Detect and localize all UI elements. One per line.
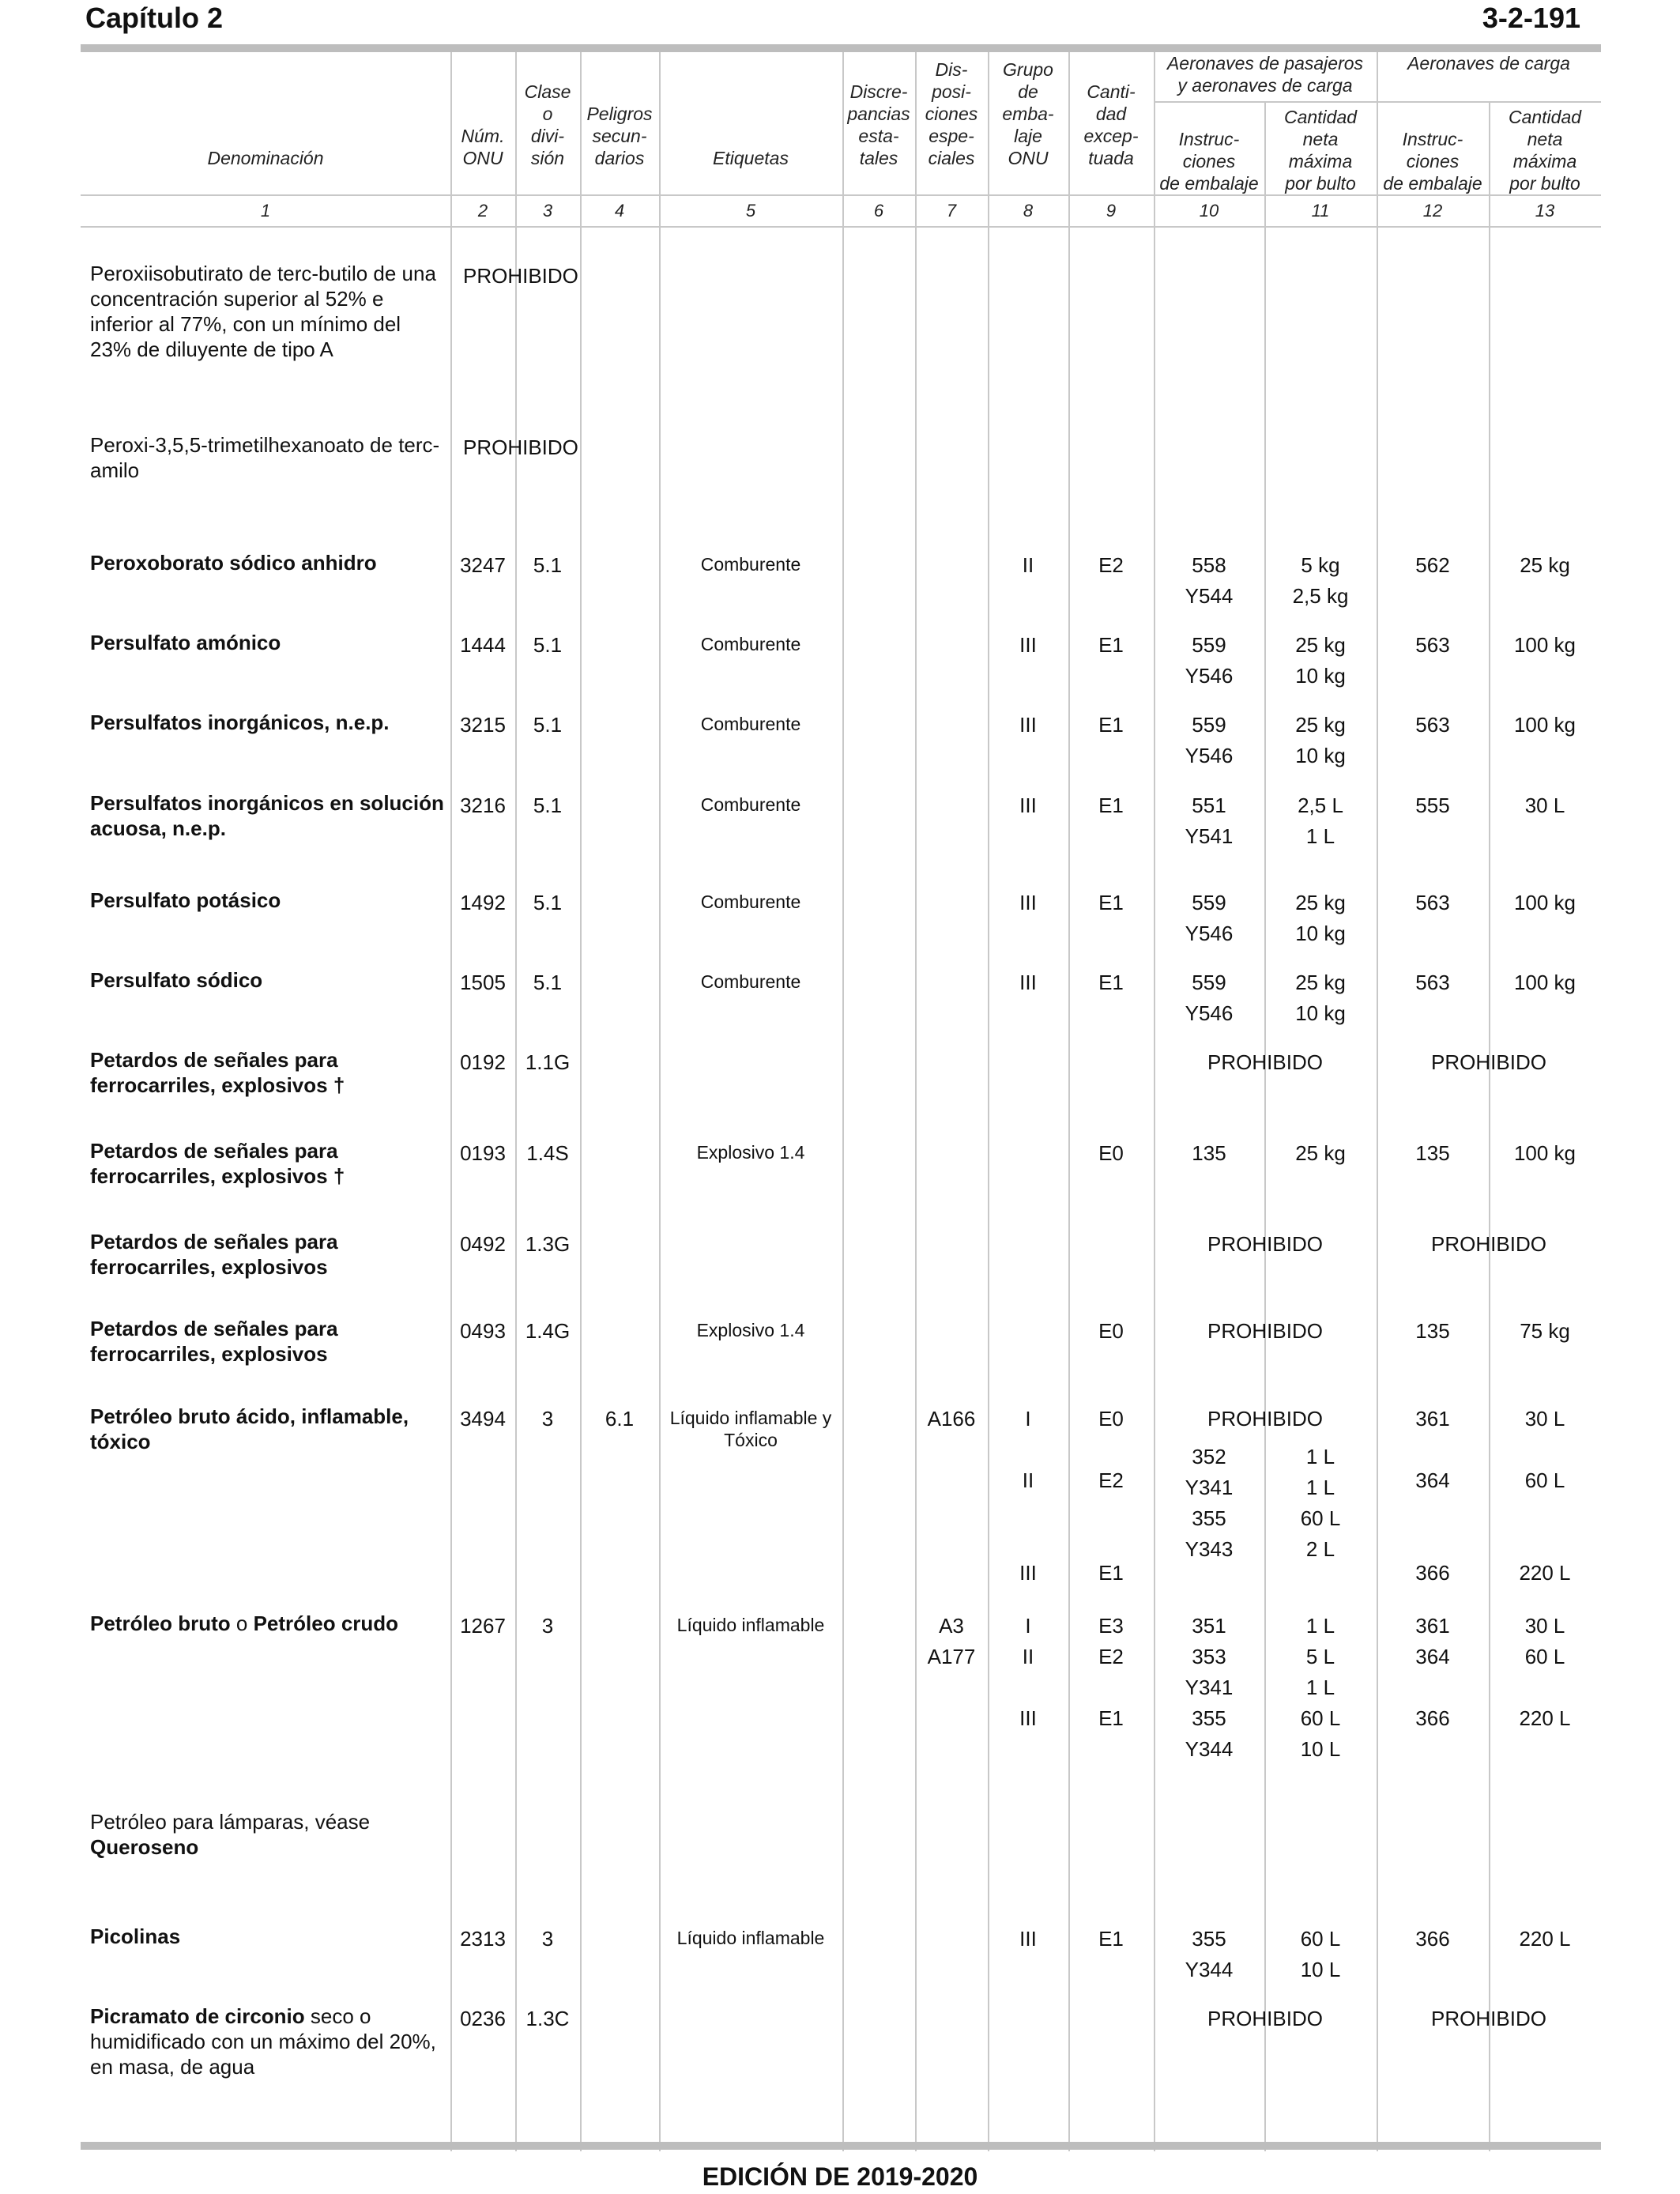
pax-packing-instruction: 559 Y546 xyxy=(1185,633,1234,688)
packing-group: III xyxy=(1019,633,1037,657)
class-division: 5.1 xyxy=(533,794,563,817)
col-header-onu: Núm. ONU xyxy=(461,126,505,168)
un-number: 0192 xyxy=(460,1050,506,1074)
cargo-packing-instruction: 361 364 366 xyxy=(1415,1614,1450,1730)
class-division: 1.1G xyxy=(525,1050,571,1074)
col-header-etiquetas: Etiquetas xyxy=(713,148,789,168)
cargo-packing-instruction: 555 xyxy=(1415,794,1450,817)
cargo-max-net-quantity: 30 L 60 L 220 L xyxy=(1519,1614,1571,1730)
pax-max-net-quantity: 25 kg 10 kg xyxy=(1295,633,1346,688)
col-number: 2 xyxy=(477,201,488,221)
col-group-carga: Aeronaves de carga xyxy=(1407,53,1570,74)
pax-max-net-quantity: 5 kg 2,5 kg xyxy=(1292,553,1349,608)
entry-name: Peroxiisobutirato de terc-butilo de una concentración superior al 52% e inferior al 77%, con un mínimo del 23% de diluyente de tipo A xyxy=(90,262,436,361)
label-text: Comburente xyxy=(700,892,801,912)
special-provision: A166 xyxy=(927,1407,976,1431)
top-rule xyxy=(81,44,1601,52)
un-number: 2313 xyxy=(460,1927,506,1951)
col-header-instrucciones-c: Instruc- ciones de embalaje xyxy=(1383,129,1482,194)
col-header-disposiciones: Dis- posi- ciones espe- ciales xyxy=(925,59,978,168)
entry-name: Persulfato potásico xyxy=(90,888,281,912)
label-text: Comburente xyxy=(700,634,801,654)
cargo-max-net-quantity: 100 kg xyxy=(1513,971,1576,994)
prohibido-label: PROHIBIDO xyxy=(463,435,578,459)
un-number: 3247 xyxy=(460,553,506,577)
col-number: 7 xyxy=(946,201,957,221)
excepted-quantity: E3 E2 E1 xyxy=(1098,1614,1124,1730)
excepted-quantity: E1 xyxy=(1098,794,1124,817)
label-text: Explosivo 1.4 xyxy=(696,1320,805,1340)
excepted-quantity: E0 xyxy=(1098,1141,1124,1165)
pax-prohibited: PROHIBIDO xyxy=(1207,2007,1323,2030)
label-text: Líquido inflamable y Tóxico xyxy=(669,1408,832,1450)
cargo-prohibited: PROHIBIDO xyxy=(1431,2007,1546,2030)
pax-packing-instruction: 135 xyxy=(1192,1141,1226,1165)
col-header-cantidad-neta-p: Cantidad neta máxima por bulto xyxy=(1283,107,1358,194)
column-divider xyxy=(1068,52,1070,2151)
packing-group: III xyxy=(1019,1927,1037,1951)
entry-name: Persulfato sódico xyxy=(90,968,263,992)
col-number: 13 xyxy=(1535,201,1555,221)
class-division: 3 xyxy=(541,1614,554,1638)
cargo-max-net-quantity: 75 kg xyxy=(1520,1319,1570,1343)
packing-group: I II III xyxy=(1019,1407,1037,1585)
column-divider xyxy=(988,52,989,2151)
un-number: 0193 xyxy=(460,1141,506,1165)
label-text: Comburente xyxy=(700,714,801,734)
entry-name: Peroxoborato sódico anhidro xyxy=(90,551,377,575)
un-number: 1492 xyxy=(460,891,506,914)
entry-name: Petróleo bruto ácido, inflamable, tóxico xyxy=(90,1404,409,1453)
col-number: 6 xyxy=(873,201,884,221)
cargo-max-net-quantity: 30 L 60 L 220 L xyxy=(1519,1407,1571,1585)
excepted-quantity: E0 xyxy=(1098,1319,1124,1343)
label-text: Comburente xyxy=(700,554,801,575)
cargo-max-net-quantity: 100 kg xyxy=(1513,713,1576,737)
cargo-packing-instruction: 563 xyxy=(1415,713,1450,737)
class-division: 5.1 xyxy=(533,553,563,577)
cargo-packing-instruction: 563 xyxy=(1415,891,1450,914)
un-number: 1444 xyxy=(460,633,506,657)
packing-group: III xyxy=(1019,713,1037,737)
pax-packing-instruction: 559 Y546 xyxy=(1185,971,1234,1025)
col-number: 4 xyxy=(614,201,625,221)
cargo-max-net-quantity: 100 kg xyxy=(1513,1141,1576,1165)
pax-packing-instruction: 559 Y546 xyxy=(1185,713,1234,767)
class-division: 1.4G xyxy=(525,1319,571,1343)
cargo-max-net-quantity: 220 L xyxy=(1519,1927,1571,1951)
col-number: 10 xyxy=(1199,201,1219,221)
entry-name: Petróleo bruto o Petróleo crudo xyxy=(90,1612,399,1635)
cargo-packing-instruction: 563 xyxy=(1415,971,1450,994)
un-number: 0492 xyxy=(460,1232,506,1256)
label-text: Líquido inflamable xyxy=(676,1615,825,1635)
bottom-rule xyxy=(81,2142,1601,2150)
class-division: 1.3C xyxy=(525,2007,570,2030)
entry-name: Petardos de señales para ferrocarriles, explosivos xyxy=(90,1230,338,1279)
entry-name: Persulfatos inorgánicos, n.e.p. xyxy=(90,711,390,734)
cargo-max-net-quantity: 100 kg xyxy=(1513,633,1576,657)
un-number: 3216 xyxy=(460,794,506,817)
group-header-rule xyxy=(1154,101,1601,103)
pax-packing-instruction: 351 353 Y341 355 Y344 xyxy=(1185,1614,1234,1761)
pax-max-net-quantity: 25 kg 10 kg xyxy=(1295,891,1346,945)
col-number: 5 xyxy=(745,201,756,221)
entry-name: Persulfato amónico xyxy=(90,631,281,654)
un-number: 1267 xyxy=(460,1614,506,1638)
col-number: 9 xyxy=(1106,201,1117,221)
pax-packing-instruction: 558 Y544 xyxy=(1185,553,1234,608)
packing-group: III xyxy=(1019,794,1037,817)
label-text: Explosivo 1.4 xyxy=(696,1142,805,1163)
excepted-quantity: E1 xyxy=(1098,891,1124,914)
excepted-quantity: E0 E2 E1 xyxy=(1098,1407,1124,1585)
chapter-title: Capítulo 2 xyxy=(85,2,224,34)
pax-prohibited: PROHIBIDO xyxy=(1207,1232,1323,1256)
packing-group: I II III xyxy=(1019,1614,1037,1730)
class-division: 1.4S xyxy=(526,1141,569,1165)
pax-packing-instruction: 352 Y341 355 Y343 xyxy=(1185,1445,1234,1561)
col-number: 11 xyxy=(1311,201,1330,221)
class-division: 3 xyxy=(541,1407,554,1431)
pax-prohibited: PROHIBIDO xyxy=(1207,1319,1323,1343)
col-number: 1 xyxy=(260,201,271,221)
column-divider xyxy=(580,52,582,2151)
column-divider xyxy=(842,52,844,2151)
excepted-quantity: E2 xyxy=(1098,553,1124,577)
number-row-rule xyxy=(81,226,1601,228)
entry-name: Picolinas xyxy=(90,1924,181,1948)
column-divider xyxy=(1377,52,1378,2151)
un-number: 0236 xyxy=(460,2007,506,2030)
page-number: 3-2-191 xyxy=(1482,2,1580,34)
pax-prohibited: PROHIBIDO xyxy=(1207,1050,1323,1074)
column-divider xyxy=(1264,103,1266,2151)
class-division: 5.1 xyxy=(533,713,563,737)
label-text: Líquido inflamable xyxy=(676,1928,825,1948)
excepted-quantity: E1 xyxy=(1098,633,1124,657)
header-rule xyxy=(81,194,1601,196)
cargo-packing-instruction: 562 xyxy=(1415,553,1450,577)
entry-name: Peroxi-3,5,5-trimetilhexanoato de terc-amilo xyxy=(90,433,440,482)
label-text: Comburente xyxy=(700,794,801,815)
class-division: 5.1 xyxy=(533,971,563,994)
special-provision: A3 A177 xyxy=(927,1614,976,1668)
pax-packing-instruction: 559 Y546 xyxy=(1185,891,1234,945)
pax-packing-instruction: 355 Y344 xyxy=(1185,1927,1234,1981)
cargo-max-net-quantity: 30 L xyxy=(1524,794,1565,817)
cargo-prohibited: PROHIBIDO xyxy=(1431,1050,1546,1074)
entry-name: Petróleo para lámparas, véase Queroseno xyxy=(90,1810,371,1859)
cargo-max-net-quantity: 25 kg xyxy=(1520,553,1570,577)
column-divider xyxy=(659,52,661,2151)
col-number: 3 xyxy=(542,201,553,221)
col-group-pasajeros: Aeronaves de pasajeros y aeronaves de carga xyxy=(1166,53,1364,96)
class-division: 1.3G xyxy=(525,1232,571,1256)
column-divider xyxy=(1489,103,1490,2151)
class-division: 3 xyxy=(541,1927,554,1951)
pax-packing-instruction: 551 Y541 xyxy=(1185,794,1234,848)
column-divider xyxy=(515,52,517,2151)
label-text: Comburente xyxy=(700,971,801,992)
un-number: 3215 xyxy=(460,713,506,737)
col-number: 12 xyxy=(1422,201,1443,221)
cargo-prohibited: PROHIBIDO xyxy=(1431,1232,1546,1256)
un-number: 3494 xyxy=(460,1407,506,1431)
pax-max-net-quantity: 1 L 5 L 1 L 60 L 10 L xyxy=(1300,1614,1341,1761)
col-header-discrepancias: Discre- pancias esta- tales xyxy=(847,81,910,168)
pax-max-net-quantity: 60 L 10 L xyxy=(1300,1927,1341,1981)
col-header-grupo: Grupo de emba- laje ONU xyxy=(1002,59,1054,168)
entry-name: Picramato de circonio seco o humidificado con un máximo del 20%, en masa, de agua xyxy=(90,2004,436,2079)
pax-max-net-quantity: 1 L 1 L 60 L 2 L xyxy=(1300,1445,1341,1561)
excepted-quantity: E1 xyxy=(1098,713,1124,737)
pax-max-net-quantity: 25 kg 10 kg xyxy=(1295,713,1346,767)
entry-name: Petardos de señales para ferrocarriles, explosivos † xyxy=(90,1139,345,1188)
col-number: 8 xyxy=(1023,201,1034,221)
col-header-cantidad-exceptuada: Canti- dad excep- tuada xyxy=(1083,81,1139,168)
pax-max-net-quantity: 25 kg 10 kg xyxy=(1295,971,1346,1025)
class-division: 5.1 xyxy=(533,891,563,914)
prohibido-label: PROHIBIDO xyxy=(463,264,578,288)
pax-max-net-quantity: 25 kg xyxy=(1295,1141,1346,1165)
subsidiary-hazard: 6.1 xyxy=(605,1407,635,1431)
col-header-peligros: Peligros secun- darios xyxy=(586,104,653,168)
edition-footer: EDICIÓN DE 2019-2020 xyxy=(702,2162,978,2191)
un-number: 1505 xyxy=(460,971,506,994)
pax-max-net-quantity: 2,5 L 1 L xyxy=(1298,794,1343,848)
pax-prohibited: PROHIBIDO xyxy=(1207,1407,1323,1431)
entry-name: Persulfatos inorgánicos en solución acuosa, n.e.p. xyxy=(90,791,444,840)
excepted-quantity: E1 xyxy=(1098,971,1124,994)
col-header-clase: Clase o divi- sión xyxy=(524,81,571,168)
entry-name: Petardos de señales para ferrocarriles, explosivos † xyxy=(90,1048,345,1097)
packing-group: III xyxy=(1019,891,1037,914)
class-division: 5.1 xyxy=(533,633,563,657)
un-number: 0493 xyxy=(460,1319,506,1343)
cargo-max-net-quantity: 100 kg xyxy=(1513,891,1576,914)
column-divider xyxy=(1154,52,1155,2151)
col-header-cantidad-neta-c: Cantidad neta máxima por bulto xyxy=(1508,107,1582,194)
packing-group: III xyxy=(1019,971,1037,994)
excepted-quantity: E1 xyxy=(1098,1927,1124,1951)
cargo-packing-instruction: 135 xyxy=(1415,1141,1450,1165)
col-header-instrucciones-p: Instruc- ciones de embalaje xyxy=(1159,129,1259,194)
column-divider xyxy=(915,52,917,2151)
cargo-packing-instruction: 361 364 366 xyxy=(1415,1407,1450,1585)
cargo-packing-instruction: 563 xyxy=(1415,633,1450,657)
packing-group: II xyxy=(1022,553,1034,577)
col-header-denominacion: Denominación xyxy=(207,148,324,168)
cargo-packing-instruction: 135 xyxy=(1415,1319,1450,1343)
column-divider xyxy=(450,52,452,2151)
cargo-packing-instruction: 366 xyxy=(1415,1927,1450,1951)
entry-name: Petardos de señales para ferrocarriles, explosivos xyxy=(90,1317,338,1366)
